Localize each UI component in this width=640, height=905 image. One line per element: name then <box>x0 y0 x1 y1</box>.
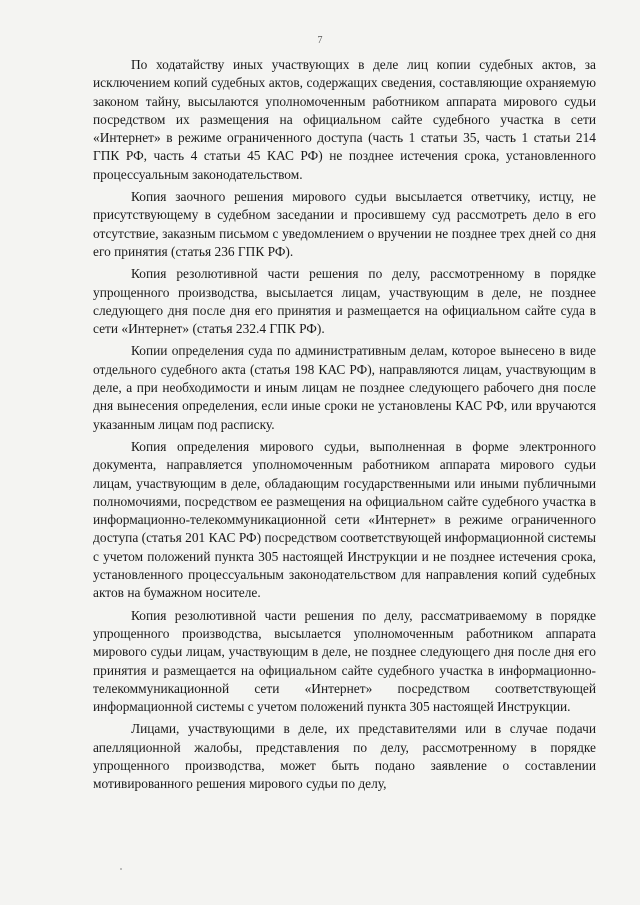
paragraph: Копии определения суда по административным делам, которое вынесено в виде отдельного судебного акта (статья 198 КАС РФ), направляются лицам, участвующим в деле, а при необходимости и иным лицам не позднее следующего рабочего дня после дня вынесения определения, если иные сроки не установлены КАС РФ, или вручаются указанным лицам под расписку. <box>93 343 596 432</box>
paragraph: По ходатайству иных участвующих в деле лиц копии судебных актов, за исключением копий судебных актов, содержащих сведения, составляющие охраняемую законом тайну, высылаются уполномоченным работником аппарата мирового судьи посредством их размещения на официальном сайте судебного участка в сети «Интернет» в режиме ограниченного доступа (часть 1 статьи 35, часть 1 статьи 214 ГПК РФ, часть 4 статьи 45 КАС РФ) не позднее истечения срока, установленного процессуальным законодательством. <box>93 57 596 182</box>
paragraph: Копия определения мирового судьи, выполненная в форме электронного документа, направляется уполномоченным работником аппарата мирового судьи лицам, участвующим в деле, обладающим государственными или иными публичными полномочиями, посредством ее размещения на официальном сайте судебного участка в информационно-телекоммуникационной сети «Интернет» в режиме ограниченного доступа (статья 201 КАС РФ) посредством соответствующей информационной системы с учетом положений пункта 305 настоящей Инструкции и не позднее истечения срока, установленного процессуальным законодательством для направления копий судебных актов на бумажном носителе. <box>93 438 596 601</box>
document-body <box>93 56 596 798</box>
paragraph: Копия резолютивной части решения по делу, рассмотренному в порядке упрощенного производства, высылается лицам, участвующим в деле, не позднее следующего дня после дня его принятия и размещается на официальном сайте суда в сети «Интернет» (статья 232.4 ГПК РФ). <box>93 266 596 337</box>
page-number: 7 <box>317 35 323 46</box>
paragraph: Копия заочного решения мирового судьи высылается ответчику, истцу, не присутствующему в судебном заседании и просившему суд рассмотреть дело в его отсутствие, заказным письмом с уведомлением о вручении не позднее трех дней со дня его принятия (статья 236 ГПК РФ). <box>93 189 596 259</box>
scan-artifact <box>120 868 122 870</box>
paragraph: Копия резолютивной части решения по делу, рассматриваемому в порядке упрощенного производства, высылается уполномоченным работником аппарата мирового судьи лицам, участвующим в деле, не позднее следующего дня после дня его принятия и размещается на официальном сайте судебного участка в информационно-телекоммуникационной сети «Интернет» посредством соответствующей информационной системы с учетом положений пункта 305 настоящей Инструкции. <box>93 607 596 715</box>
paragraph: Лицами, участвующими в деле, их представителями или в случае подачи апелляционной жалобы, представления по делу, рассмотренному в порядке упрощенного производства, может быть подано заявление о составлении мотивированного решения мирового судьи по делу, <box>93 721 596 792</box>
